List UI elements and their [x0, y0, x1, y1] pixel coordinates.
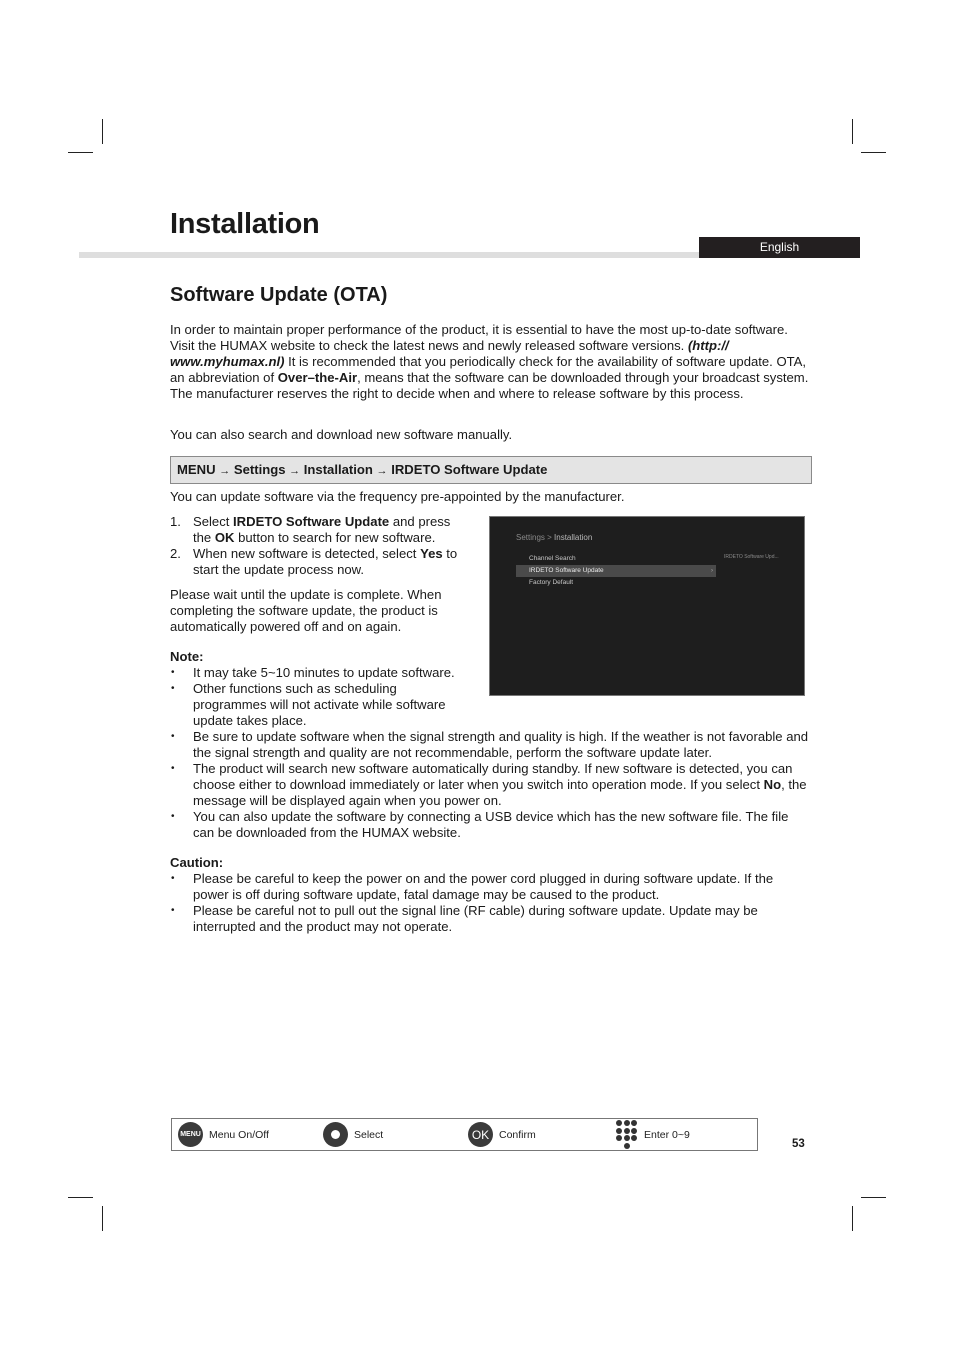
tv-breadcrumb-root: Settings	[516, 533, 545, 542]
menu-path-settings: Settings	[233, 462, 286, 477]
list-item: • It may take 5~10 minutes to update software.	[170, 665, 470, 681]
intro-text: It is recommended that you periodically check for the availability of software update. OTA, an abbreviation of	[170, 354, 807, 385]
language-tab: English	[699, 237, 860, 258]
list-item: • Be sure to update software when the signal strength and quality is high. If the weather is not favorable and the signal strength and quality are not recommendable, perform the software update later.	[170, 729, 810, 761]
note-text: The product will search new software automatically during standby. If new software is detected, you can choose either to download immediately or later when you switch into operation mode. If you select	[193, 761, 793, 792]
legend-label: Menu On/Off	[209, 1128, 269, 1141]
step-bold: OK	[214, 530, 235, 545]
step-text: When new software is detected, select	[193, 546, 421, 561]
legend-confirm	[468, 1119, 536, 1150]
footer-legend	[171, 1118, 758, 1151]
navigation-pad-icon	[323, 1122, 348, 1147]
number-keypad-icon	[616, 1120, 638, 1150]
step-text: and press the	[193, 514, 451, 545]
crop-mark	[102, 1206, 103, 1231]
step-text: to start the update process now.	[193, 546, 458, 577]
caution-label: Caution:	[170, 855, 224, 870]
legend-select	[323, 1119, 383, 1150]
crop-mark	[68, 152, 93, 153]
note-bold: No	[763, 777, 782, 792]
note-text: , the message will be displayed again when you power on.	[193, 777, 807, 808]
legend-label: Select	[354, 1128, 384, 1141]
crop-mark	[102, 119, 103, 144]
chevron-right-icon: ›	[711, 568, 713, 574]
intro-text: , means that the software can be downloaded through your broadcast system. The manufacturer reserves the right to decide when and where to release software by this process.	[170, 370, 809, 401]
legend-enter	[616, 1119, 690, 1150]
wait-text: Please wait until the update is complete. When completing the software update, the product is automatically powered off and on again.	[170, 587, 442, 634]
list-item: • Other functions such as scheduling programmes will not activate while software update takes place.	[170, 681, 470, 729]
legend-menu	[178, 1119, 269, 1150]
tv-breadcrumb-current: Installation	[554, 533, 593, 542]
step-text: button to search for new software.	[234, 530, 436, 545]
tv-menu-item[interactable]: Factory Default	[529, 579, 574, 586]
page-title: Installation	[170, 208, 320, 240]
tv-menu-item-label: IRDETO Software Update	[529, 567, 604, 574]
ok-button-icon: OK	[468, 1122, 493, 1147]
crop-mark	[852, 1206, 853, 1231]
tv-screenshot	[489, 516, 805, 696]
list-item: • You can also update the software by connecting a USB device which has the new software file. The file can be downloaded from the HUMAX website.	[170, 809, 810, 841]
step-number: 2.	[170, 546, 181, 561]
tv-menu-item-selected[interactable]	[516, 565, 716, 577]
tv-breadcrumb	[516, 533, 592, 542]
list-item	[170, 761, 810, 809]
list-item: • Please be careful not to pull out the signal line (RF cable) during software update. Update may be interrupted and the product may not operate.	[170, 903, 810, 935]
section-title: Software Update (OTA)	[170, 284, 388, 306]
crop-mark	[861, 152, 886, 153]
intro-text: In order to maintain proper performance of the product, it is essential to have the most up-to-date software. Visit the HUMAX website to check the latest news and newly released software versions.	[170, 322, 788, 353]
tv-menu-item[interactable]: Channel Search	[529, 555, 576, 562]
arrow-icon: →	[376, 465, 388, 477]
menu-path-menu: MENU	[177, 462, 216, 477]
note-label: Note:	[170, 649, 204, 664]
step-bold: IRDETO Software Update	[233, 514, 390, 529]
arrow-icon: →	[219, 465, 231, 477]
list-item: • Please be careful to keep the power on and the power cord plugged in during software update. If the power is off during software update, fatal damage may be caused to the product.	[170, 871, 810, 903]
manual-note: You can also search and download new software manually.	[170, 427, 513, 442]
ota-term: Over–the-Air	[277, 370, 358, 385]
caution-list	[170, 871, 810, 935]
legend-label: Enter 0~9	[644, 1128, 690, 1141]
crop-mark	[852, 119, 853, 144]
crop-mark	[861, 1197, 886, 1198]
list-item	[170, 546, 470, 578]
crop-mark	[68, 1197, 93, 1198]
page-number: 53	[792, 1138, 805, 1150]
arrow-icon: →	[289, 465, 301, 477]
tv-info-text: IRDETO Software Upd...	[724, 554, 779, 560]
step-bold: Yes	[420, 546, 443, 561]
tv-breadcrumb-sep: >	[544, 533, 555, 542]
menu-button-icon: MENU	[178, 1122, 203, 1147]
website-link[interactable]: (http:// www.myhumax.nl)	[170, 338, 729, 369]
steps-list	[170, 514, 470, 578]
legend-label: Confirm	[499, 1128, 536, 1141]
menu-path-irdeto: IRDETO Software Update	[391, 462, 548, 477]
list-item	[170, 514, 470, 546]
frequency-text: You can update software via the frequency pre-appointed by the manufacturer.	[170, 489, 625, 504]
menu-path-installation: Installation	[303, 462, 373, 477]
step-text: Select	[193, 514, 234, 529]
menu-path-bar	[170, 456, 812, 484]
step-number: 1.	[170, 514, 181, 529]
intro-paragraph	[170, 322, 810, 402]
header-rule	[79, 252, 699, 258]
